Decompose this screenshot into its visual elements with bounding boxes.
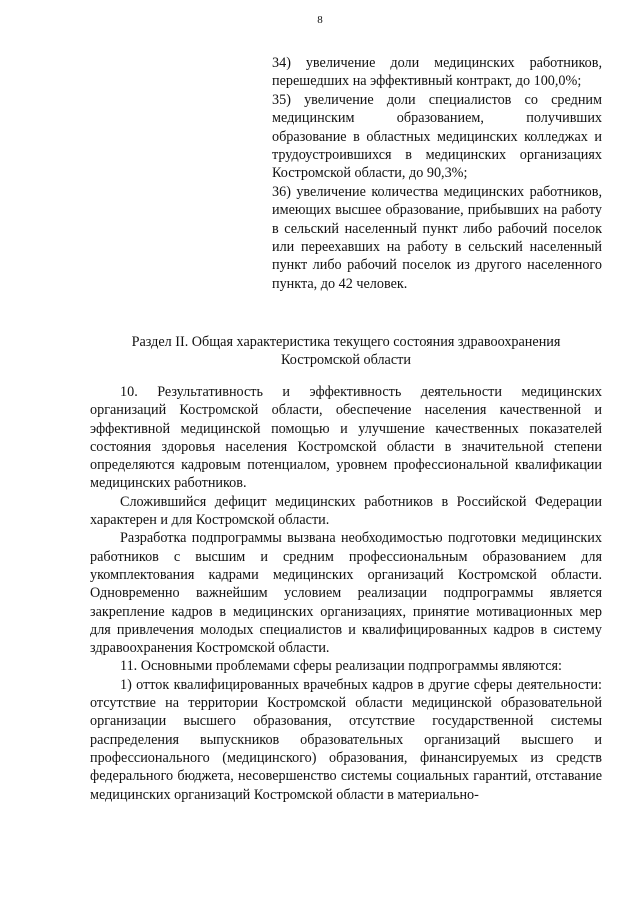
paragraph: Сложившийся дефицит медицинских работников в Российской Федерации характерен и для Костромской области. <box>90 493 602 529</box>
list-item: 36) увеличение количества медицинских работников, имеющих высшее образование, прибывших на работу в сельский населенный пункт либо рабочий поселок или переехавших на работу в сельский населенный пункт либо рабочий поселок из другого населенного пункта, до 42 человек. <box>272 183 602 292</box>
page-number: 8 <box>317 14 323 26</box>
list-item: 34) увеличение доли медицинских работников, перешедших на эффективный контракт, до 100,0%; <box>272 55 602 90</box>
paragraph: 10. Результативность и эффективность деятельности медицинских организаций Костромской области, обеспечение населения качественной и эффективной медицинской помощью и улучшение качественных показателей состояния здоровья населения Костромской области в значительной степени определяются кадровым потенциалом, уровнем профессиональной квалификации медицинских работников. <box>90 384 602 492</box>
section-title-line: Костромской области <box>281 352 411 368</box>
target-indicators-list <box>272 54 602 293</box>
paragraph: Разработка подпрограммы вызвана необходимостью подготовки медицинских работников с высшим и средним профессиональным образованием для укомплектования кадрами медицинских организаций Костромской области. Одновременно важнейшим условием реализации подпрограммы является закрепление кадров в медицинских организациях, принятие мотивационных мер для привлечения молодых специалистов и квалифицированных кадров в систему здравоохранения Костромской области. <box>90 530 602 657</box>
paragraph: 1) отток квалифицированных врачебных кадров в другие сферы деятельности: отсутствие на территории Костромской области медицинской образовательной организации высшего образования, отсутствие государственной системы распределения выпускников образовательных организаций высшего и профессионального (медицинского) образования, финансируемых из средств федерального бюджета, несовершенство системы социальных гарантий, отставание медицинских организаций Костромской области в материально- <box>90 676 602 803</box>
section-heading <box>90 333 602 369</box>
paragraph: 11. Основными проблемами сферы реализации подпрограммы являются: <box>120 658 562 675</box>
body-text <box>90 383 602 804</box>
section-title-line: Раздел II. Общая характеристика текущего состояния здравоохранения <box>131 334 561 350</box>
list-item: 35) увеличение доли специалистов со средним медицинским образованием, получивших образование в областных медицинских колледжах и трудоустроившихся в медицинских организациях Костромской области, до 90,3%; <box>272 91 602 182</box>
